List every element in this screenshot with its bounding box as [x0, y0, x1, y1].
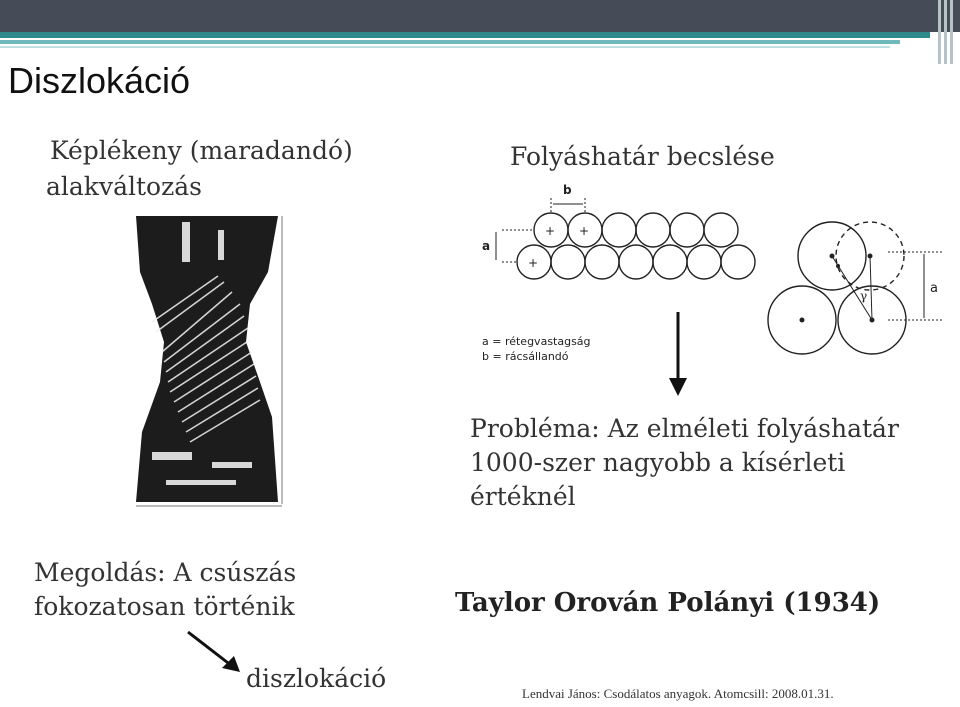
- label-a-right: a: [930, 281, 938, 296]
- problem-statement: [470, 412, 950, 514]
- problem-line: Probléma: Az elméleti folyáshatár: [470, 414, 899, 443]
- header-bar: [0, 0, 960, 32]
- header-right-stripe: [950, 0, 953, 64]
- yield-estimate-caption: Folyáshatár becslése: [510, 142, 775, 171]
- plus-mark: +: [528, 256, 539, 270]
- dislocation-label: diszlokáció: [246, 664, 387, 693]
- header-right-stripe: [944, 0, 947, 64]
- header-divider: [0, 46, 890, 48]
- page-title: Diszlokáció: [8, 60, 191, 101]
- solution-line: Megoldás: A csúszás: [34, 558, 297, 587]
- problem-line: 1000-szer nagyobb a kísérleti: [470, 448, 846, 477]
- label-b: b: [563, 183, 572, 197]
- label-gamma: γ: [860, 289, 868, 303]
- legend-b: b = rácsállandó: [482, 350, 569, 363]
- header-accent-stripe-light: [0, 40, 900, 44]
- plus-mark: +: [579, 224, 590, 238]
- solution-statement: [34, 556, 296, 624]
- plastic-deformation-caption: Képlékeny (maradandó): [50, 136, 353, 165]
- atomic-layers-diagram: [472, 180, 942, 376]
- solution-line: fokozatosan történik: [34, 592, 295, 621]
- down-arrow-icon: [666, 312, 690, 398]
- header-right-stripe: [938, 0, 941, 64]
- header-accent-stripe: [0, 32, 930, 38]
- authors-credit: Taylor Orován Polányi (1934): [455, 588, 881, 618]
- plus-mark: +: [545, 224, 556, 238]
- deformed-specimen-image: [122, 212, 288, 510]
- diagonal-arrow-icon: [186, 630, 242, 674]
- plastic-deformation-caption-2: alakváltozás: [46, 172, 202, 201]
- problem-line: értéknél: [470, 482, 576, 511]
- citation: Lendvai János: Csodálatos anyagok. Atomcsill: 2008.01.31.: [522, 686, 834, 701]
- label-a: a: [482, 239, 491, 253]
- legend-a: a = rétegvastagság: [482, 335, 591, 348]
